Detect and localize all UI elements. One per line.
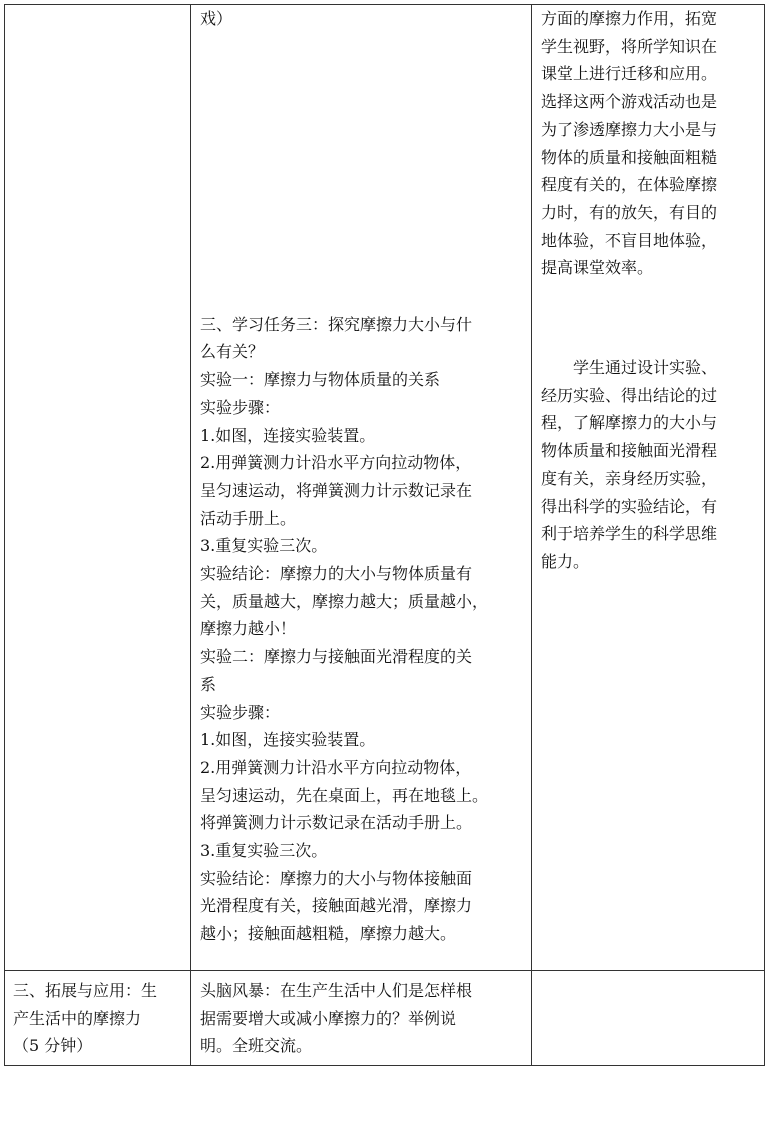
stage-cell xyxy=(5,5,191,971)
activity-cell xyxy=(191,971,532,1066)
activity-cell xyxy=(191,5,532,971)
task3-text: 三、学习任务三：探究摩擦力大小与什 么有关？ 实验一：摩擦力与物体质量的关系 实验步骤： 1.如图，连接实验装置。 2.用弹簧测力计沿水平方向拉动物体， 呈匀速运动，将弹簧测力计示数记录在 活动手册上。 3.重复实验三次。 实验结论：摩擦力的大小与物体质量有 关，质量越大，摩擦力越大；质量越小， 摩擦力越小！ 实验二：摩擦力与接触面光滑程度的关 系 实验步骤： 1.如图，连接实验装置。 2.用弹簧测力计沿水平方向拉动物体， 呈匀速运动，先在桌面上，再在地毯上。 将弹簧测力计示数记录在活动手册上。 3.重复实验三次。 实验结论：摩擦力的大小与物体接触面 光滑程度有关，接触面越光滑，摩擦力 越小；接触面越粗糙，摩擦力越大。 xyxy=(200,314,489,944)
brainstorm-text: 头脑风暴：在生产生活中人们是怎样根 据需要增大或减小摩擦力的？举例说 明。全班交流。 xyxy=(200,981,473,1056)
design-intent-cell xyxy=(532,971,765,1066)
stage-text: 三、拓展与应用：生 产生活中的摩擦力 （5 分钟） xyxy=(13,981,158,1056)
lesson-plan-table xyxy=(4,4,765,1066)
activity-tail-text: 戏） xyxy=(200,9,233,28)
design-intent-cell xyxy=(532,5,765,971)
experiment-intent-text: 学生通过设计实验、 经历实验、得出结论的过 程，了解摩擦力的大小与 物体质量和接触面光滑程 度有关，亲身经历实验， 得出科学的实验结论，有 利于培养学生的科学思维 能力。 xyxy=(541,358,718,571)
stage-cell xyxy=(5,971,191,1066)
table-row xyxy=(5,971,765,1066)
game-intent-text: 方面的摩擦力作用，拓宽 学生视野，将所学知识在 课堂上进行迁移和应用。 选择这两个游戏活动也是 为了渗透摩擦力大小是与 物体的质量和接触面粗糙 程度有关的，在体验摩擦 力时，有的放矢，有目的 地体验，不盲目地体验， 提高课堂效率。 xyxy=(541,9,718,278)
table-row xyxy=(5,5,765,971)
